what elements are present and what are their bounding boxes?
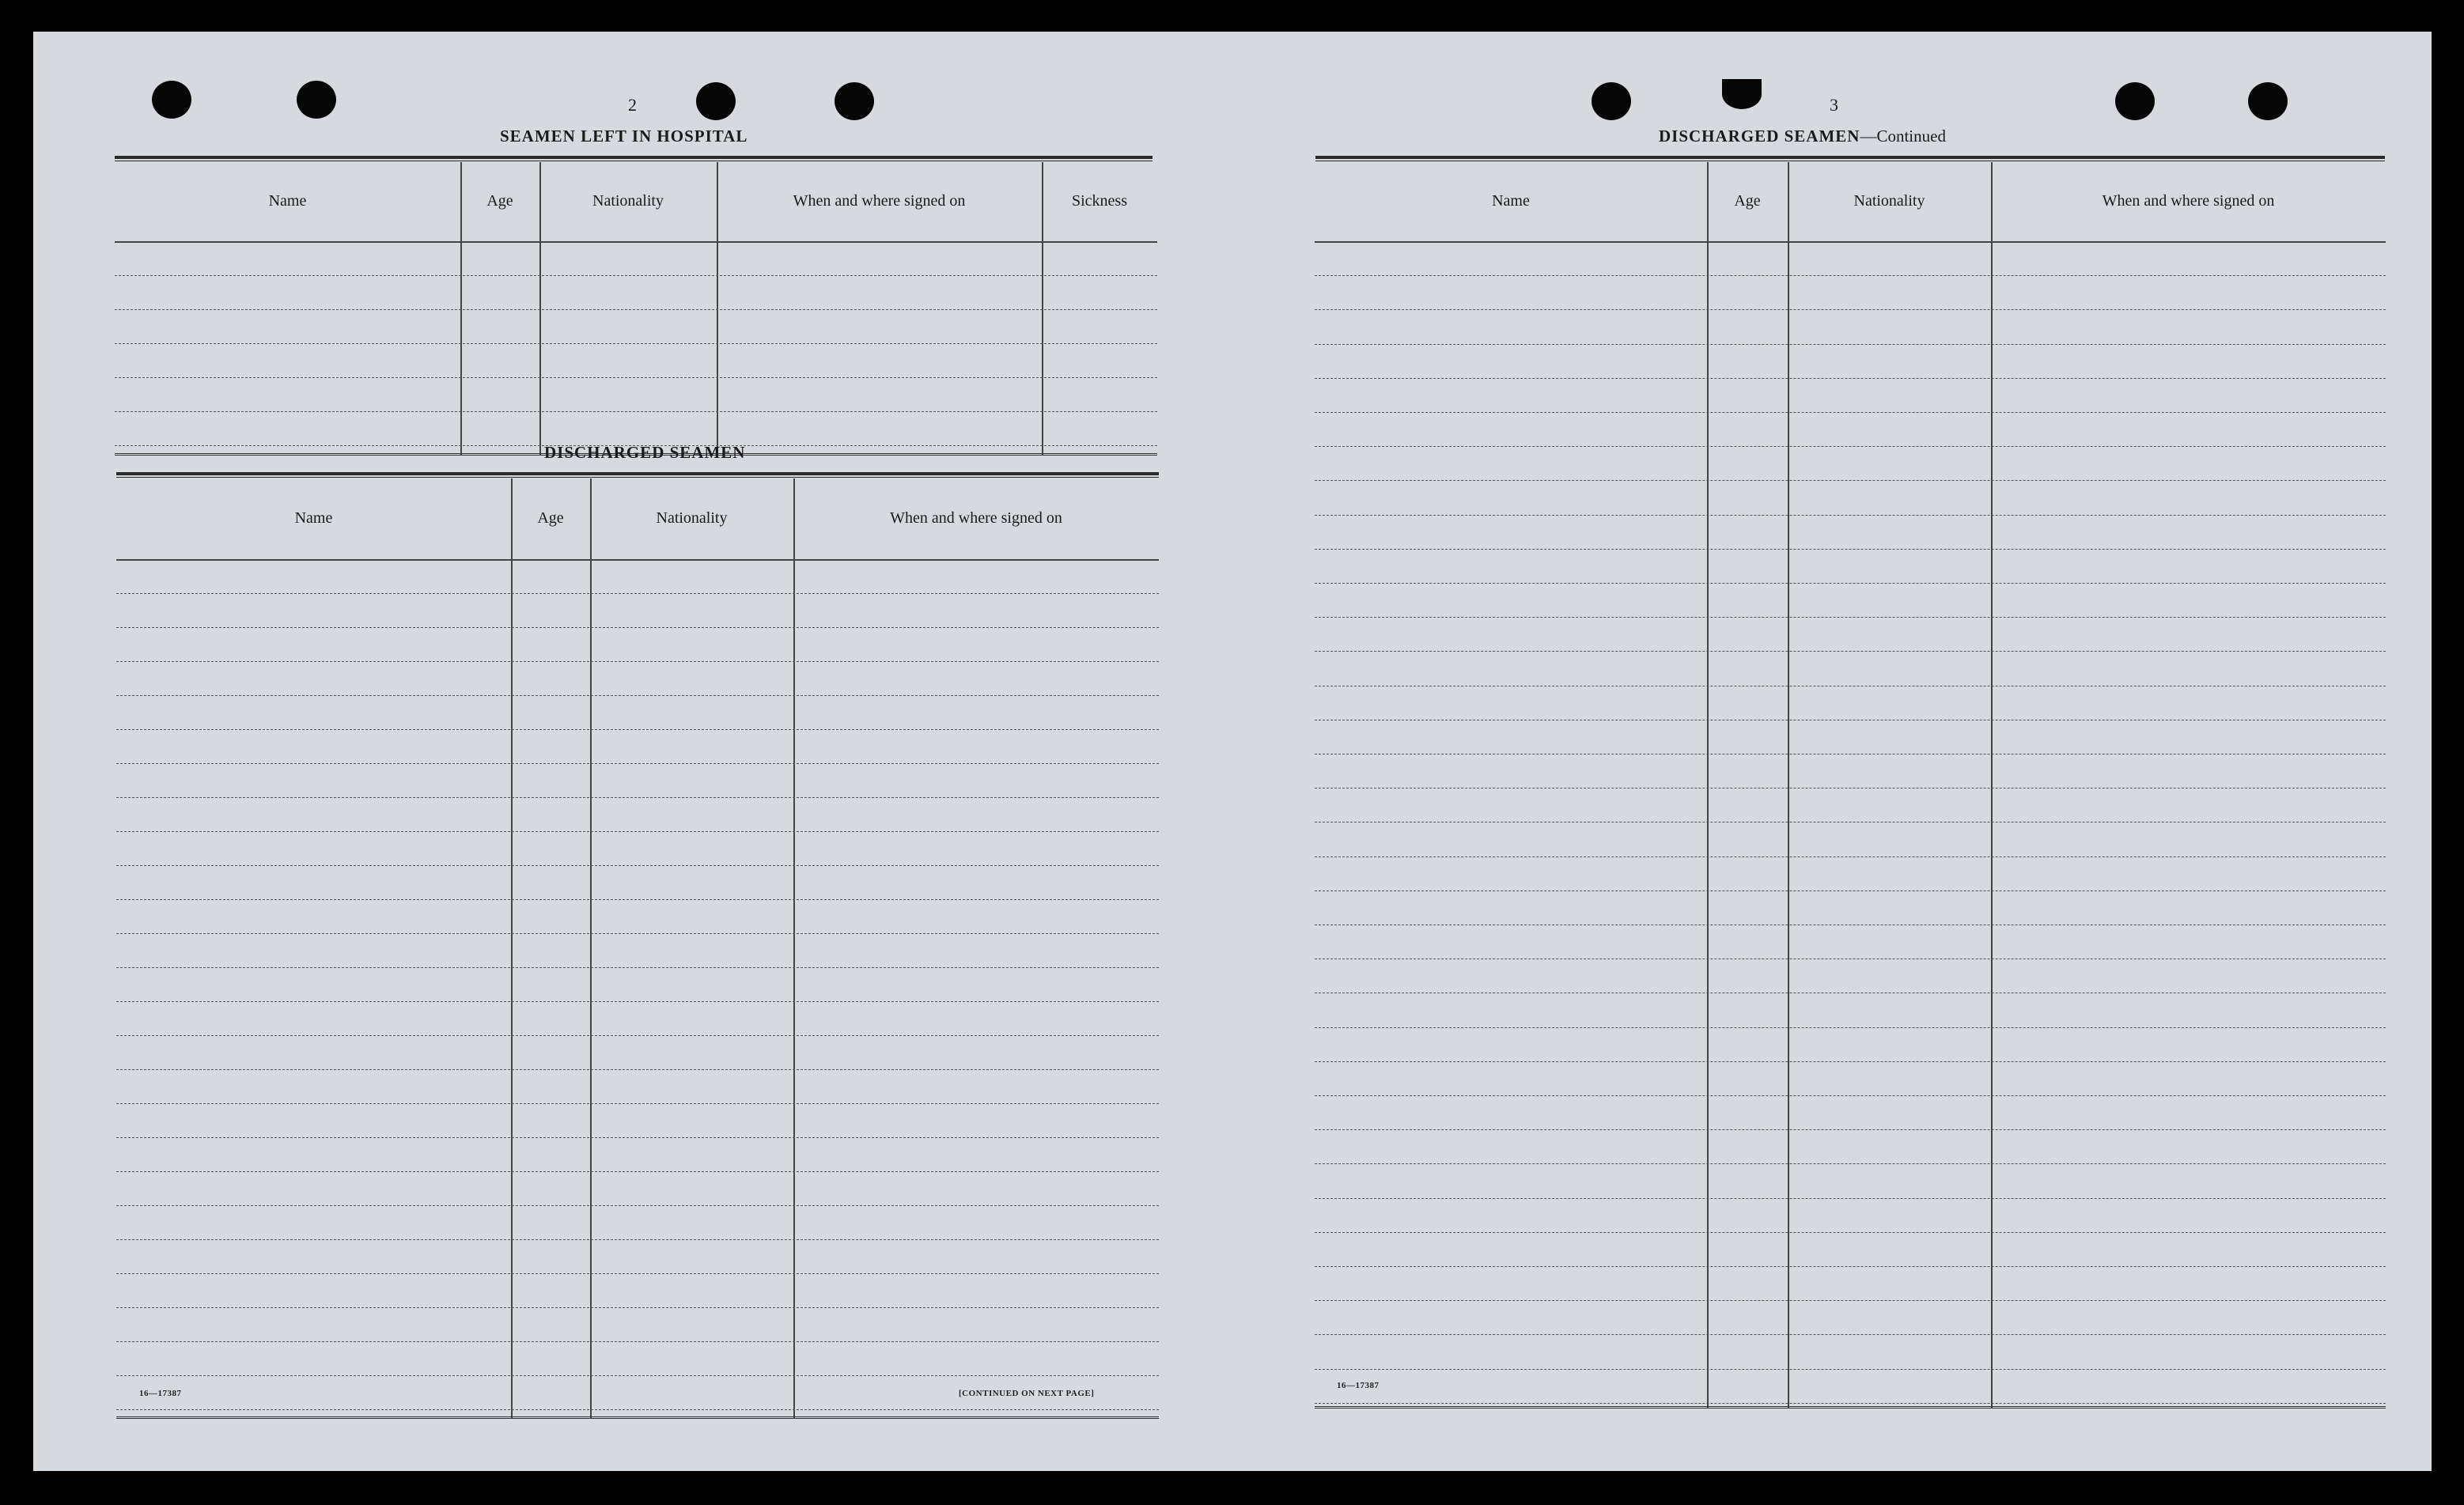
- row-line: [115, 411, 1157, 412]
- column-header: When and where signed on: [890, 509, 1062, 527]
- document-sheet: [33, 32, 2432, 1471]
- row-line: [1315, 515, 2386, 516]
- column-header: Nationality: [1853, 192, 1925, 210]
- continued-section-title-suffix: —Continued: [1860, 127, 1946, 146]
- column-header: Age: [537, 509, 564, 527]
- row-line: [116, 797, 1159, 798]
- row-line: [116, 627, 1159, 628]
- row-line: [116, 695, 1159, 696]
- row-line: [116, 1375, 1159, 1376]
- row-line: [116, 831, 1159, 832]
- row-line: [1315, 1266, 2386, 1267]
- row-line: [116, 1307, 1159, 1308]
- row-line: [1315, 1300, 2386, 1301]
- column-header: Age: [1734, 192, 1761, 210]
- punch-hole: [2248, 82, 2288, 120]
- row-line: [116, 729, 1159, 730]
- punch-hole: [297, 81, 336, 119]
- row-line: [1315, 1027, 2386, 1028]
- row-line: [116, 1069, 1159, 1070]
- column-header: When and where signed on: [793, 192, 966, 210]
- row-line: [1315, 1095, 2386, 1096]
- continued-table: [1315, 162, 2386, 1408]
- column-header: Nationality: [592, 192, 664, 210]
- row-line: [116, 661, 1159, 662]
- row-line: [116, 1409, 1159, 1410]
- hospital-section-title: SEAMEN LEFT IN HOSPITAL: [500, 127, 748, 146]
- row-line: [116, 1171, 1159, 1172]
- row-line: [1315, 344, 2386, 345]
- row-line: [1315, 856, 2386, 857]
- row-line: [1315, 1369, 2386, 1370]
- row-line: [116, 1137, 1159, 1138]
- row-line: [116, 1001, 1159, 1002]
- row-line: [1315, 1232, 2386, 1233]
- header-rule: [116, 559, 1159, 561]
- column-header: Age: [486, 192, 513, 210]
- row-line: [1315, 446, 2386, 447]
- row-line: [1315, 1129, 2386, 1130]
- row-line: [1315, 480, 2386, 481]
- punch-hole: [152, 81, 191, 119]
- column-header: Name: [268, 192, 307, 210]
- punch-hole: [696, 82, 736, 120]
- column-divider: [590, 478, 592, 1418]
- row-line: [1315, 1163, 2386, 1164]
- header-rule: [115, 241, 1157, 243]
- form-number-right: 16—17387: [1337, 1381, 1380, 1390]
- row-line: [115, 309, 1157, 310]
- form-number-left: 16—17387: [139, 1389, 182, 1398]
- row-line: [115, 275, 1157, 276]
- row-line: [116, 593, 1159, 594]
- row-line: [116, 1035, 1159, 1036]
- row-line: [115, 343, 1157, 344]
- row-line: [1315, 1334, 2386, 1335]
- punch-hole: [1722, 79, 1762, 109]
- table-bottom-rule: [1315, 1406, 2386, 1409]
- column-header: Nationality: [656, 509, 728, 527]
- row-line: [1315, 651, 2386, 652]
- row-line: [1315, 1061, 2386, 1062]
- header-rule: [1315, 241, 2386, 243]
- row-line: [1315, 378, 2386, 379]
- page-number-right: 3: [1830, 95, 1838, 115]
- row-line: [116, 1341, 1159, 1342]
- row-line: [1315, 309, 2386, 310]
- row-line: [116, 1205, 1159, 1206]
- row-line: [1315, 1403, 2386, 1404]
- column-header: When and where signed on: [2102, 192, 2275, 210]
- column-divider: [1788, 162, 1789, 1408]
- page-number-left: 2: [628, 95, 637, 115]
- column-divider: [793, 478, 795, 1418]
- punch-hole: [1592, 82, 1631, 120]
- row-line: [115, 377, 1157, 378]
- punch-hole: [835, 82, 874, 120]
- row-line: [116, 899, 1159, 900]
- punch-hole: [2115, 82, 2155, 120]
- row-line: [116, 763, 1159, 764]
- row-line: [116, 1239, 1159, 1240]
- continued-section-title: [1659, 127, 1946, 146]
- row-line: [116, 1273, 1159, 1274]
- column-header: Name: [294, 509, 333, 527]
- row-line: [1315, 1198, 2386, 1199]
- column-header: Sickness: [1072, 192, 1127, 210]
- continued-note: [CONTINUED ON NEXT PAGE]: [959, 1389, 1095, 1398]
- discharged-top-rule: [116, 472, 1159, 478]
- row-line: [1315, 549, 2386, 550]
- row-line: [116, 1103, 1159, 1104]
- discharged-section-title: DISCHARGED SEAMEN: [544, 443, 746, 462]
- row-line: [1315, 583, 2386, 584]
- row-line: [116, 933, 1159, 934]
- row-line: [116, 865, 1159, 866]
- hospital-top-rule: [115, 156, 1153, 161]
- continued-top-rule: [1315, 156, 2385, 161]
- table-bottom-rule: [116, 1416, 1159, 1419]
- column-header: Name: [1492, 192, 1530, 210]
- column-divider: [1991, 162, 1993, 1408]
- row-line: [1315, 617, 2386, 618]
- row-line: [1315, 412, 2386, 413]
- continued-section-title-main: DISCHARGED SEAMEN: [1659, 127, 1860, 146]
- hospital-table: [115, 162, 1157, 455]
- discharged-table: [116, 478, 1159, 1418]
- column-divider: [1707, 162, 1709, 1408]
- row-line: [116, 967, 1159, 968]
- row-line: [1315, 275, 2386, 276]
- column-divider: [511, 478, 513, 1418]
